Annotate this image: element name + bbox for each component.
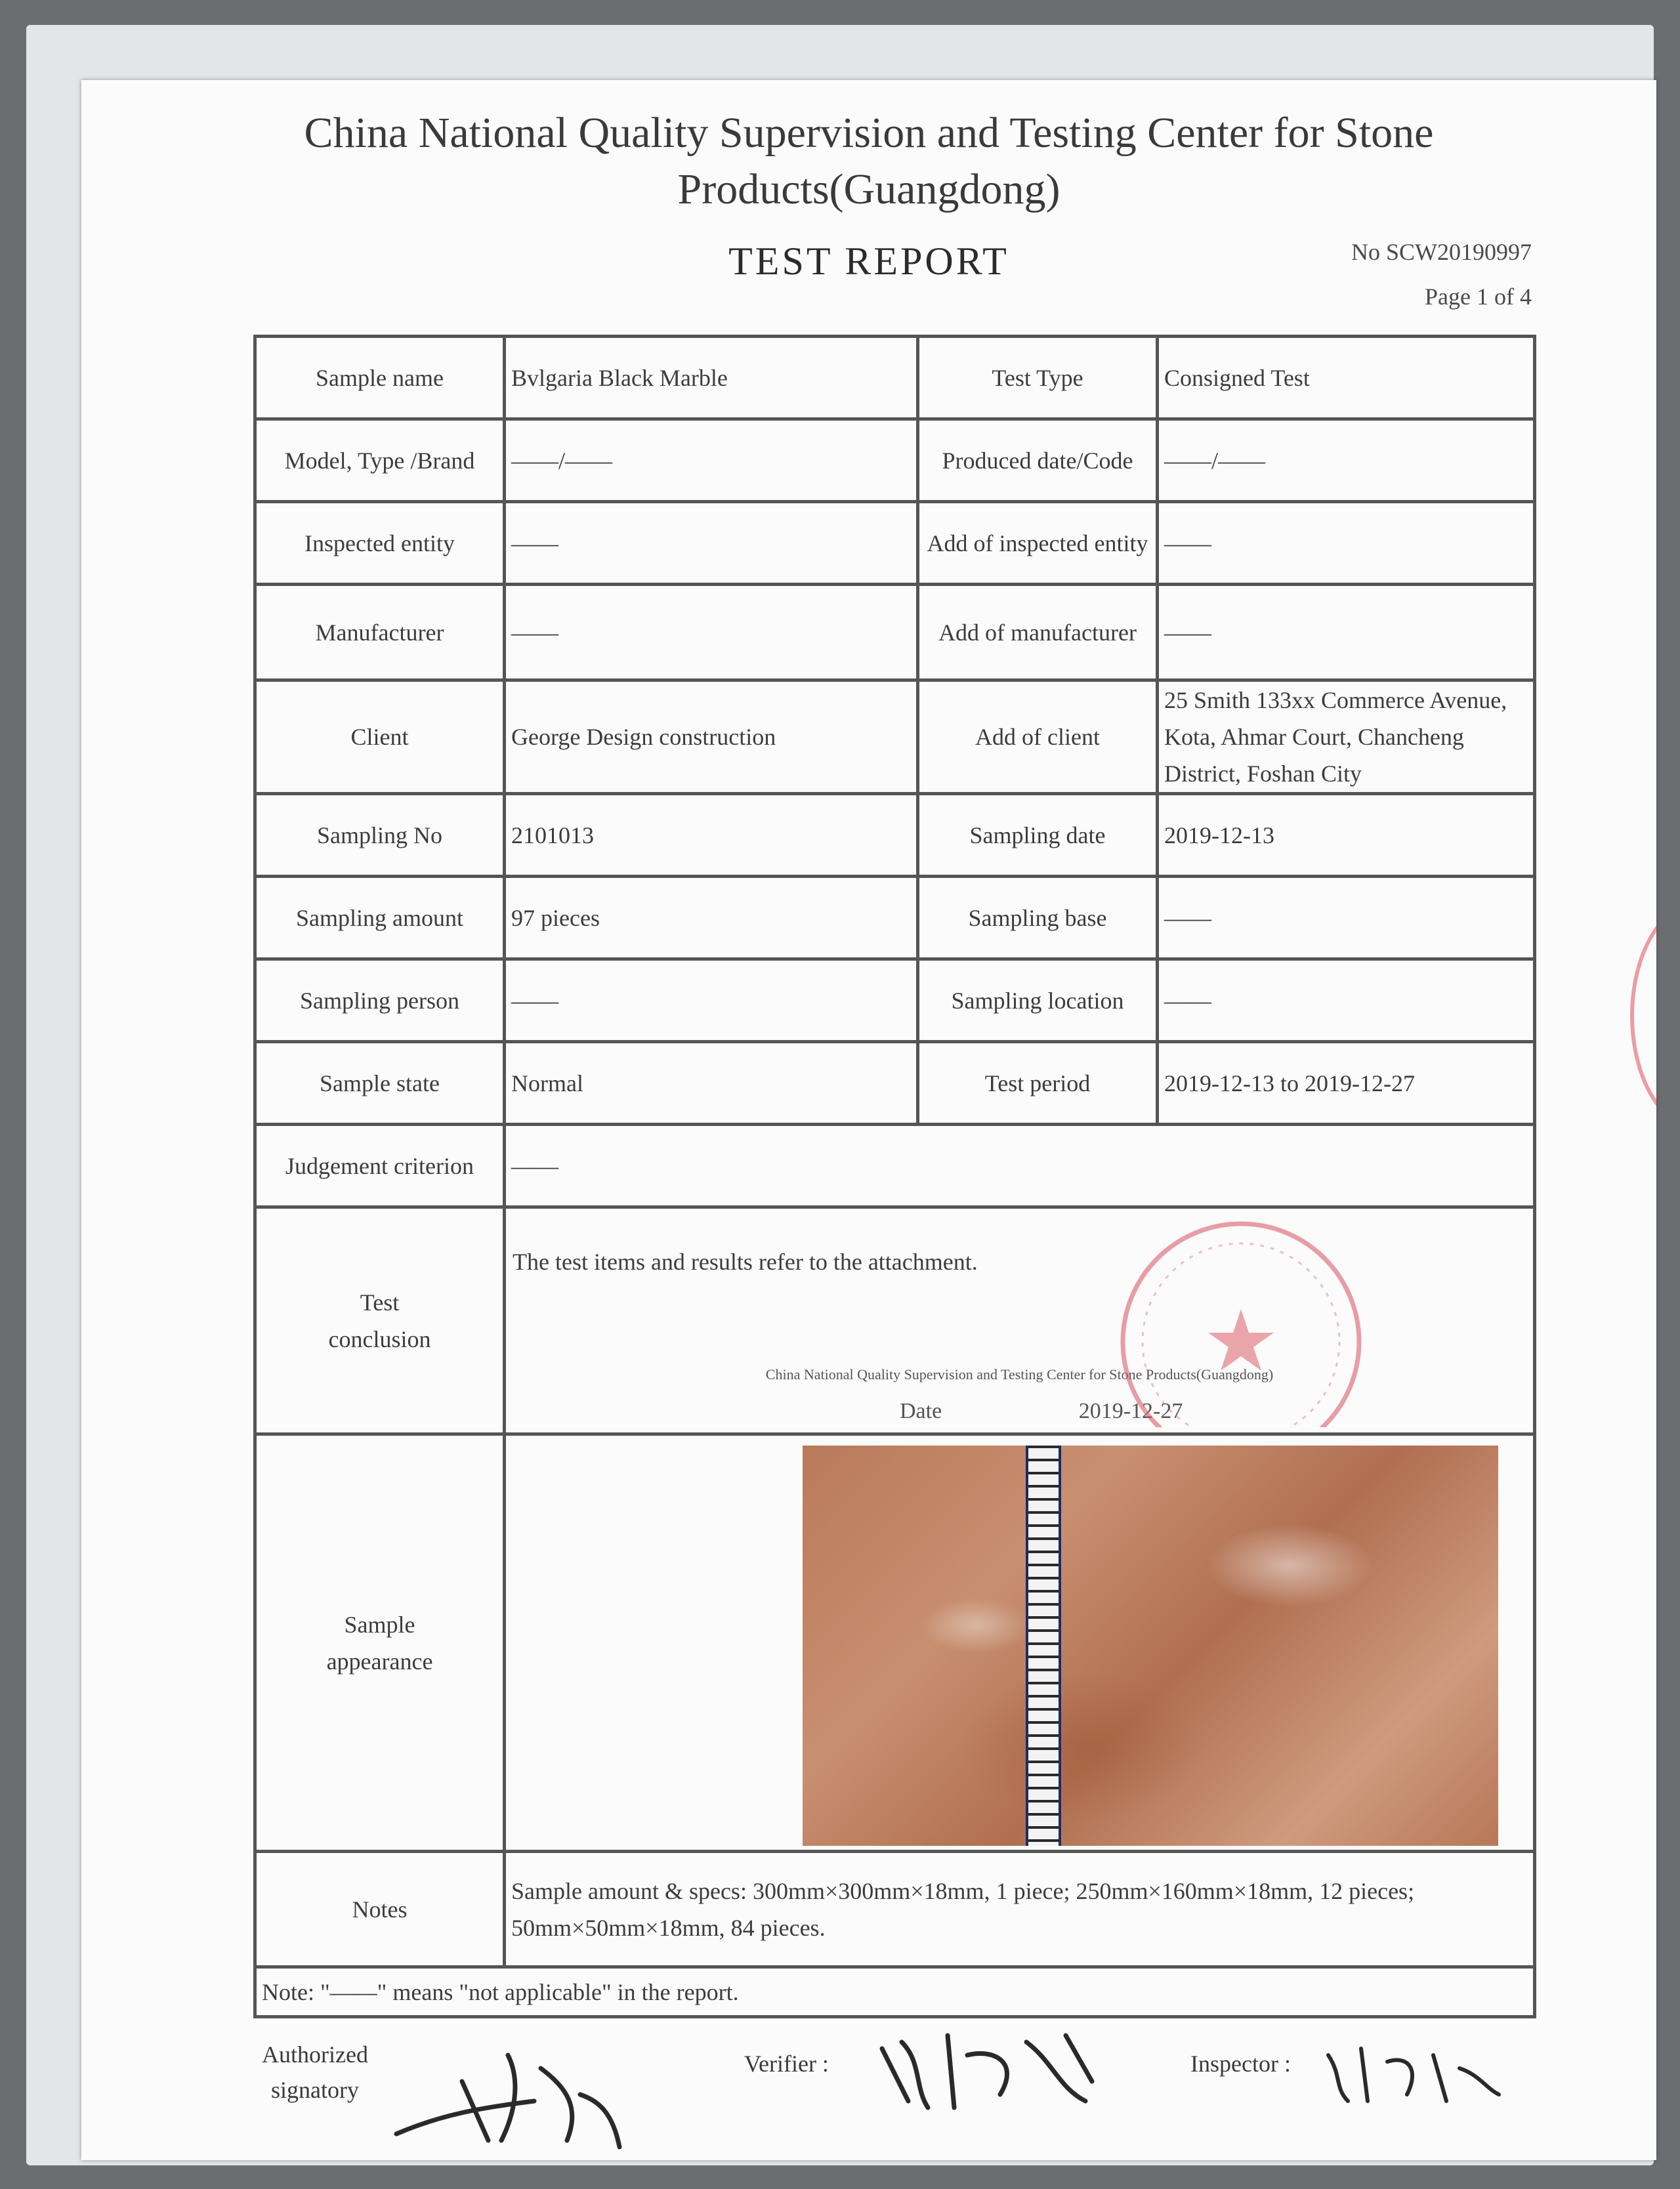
date-value: 2019-12-27	[1078, 1398, 1183, 1423]
date-label: Date	[900, 1398, 942, 1423]
conclusion-row	[255, 1207, 1535, 1434]
report-number-block	[1351, 230, 1532, 319]
test-report-page	[81, 80, 1656, 2160]
field-label: Sampling amount	[255, 877, 505, 959]
field-label: Client	[255, 680, 505, 794]
inspector-signature-icon	[1315, 2035, 1512, 2108]
field-value: ——	[1158, 959, 1535, 1042]
field-value: ——	[1158, 877, 1535, 959]
table-row	[255, 1042, 1535, 1125]
field-value: ——/——	[505, 419, 918, 502]
table-row	[255, 680, 1535, 794]
verifier-signature-icon	[869, 2022, 1144, 2121]
field-value: George Design construction	[505, 680, 918, 794]
field-label: Sampling base	[918, 877, 1158, 959]
field-label: Sampling person	[255, 959, 505, 1042]
table-row	[255, 794, 1535, 877]
table-row	[255, 419, 1535, 502]
field-label: Add of client	[918, 680, 1158, 794]
field-label: Test conclusion	[255, 1207, 505, 1434]
field-value: ——	[505, 502, 918, 585]
notes-row	[255, 1852, 1535, 1967]
field-value: 2101013	[505, 794, 918, 877]
document-frame	[26, 25, 1654, 2165]
table-row	[255, 502, 1535, 585]
inspector-label: Inspector :	[1190, 2051, 1291, 2077]
field-label: Test Type	[918, 337, 1158, 419]
footnote-row	[255, 1967, 1535, 2017]
verifier-label: Verifier :	[744, 2051, 829, 2077]
field-value: 25 Smith 133xx Commerce Avenue, Kota, Ahmar Court, Chancheng District, Foshan City	[1158, 680, 1535, 794]
field-label: Model, Type /Brand	[255, 419, 505, 502]
field-label: Judgement criterion	[255, 1125, 505, 1207]
field-value: Consigned Test	[1158, 337, 1535, 419]
field-label: Manufacturer	[255, 585, 505, 680]
field-value: Bvlgaria Black Marble	[505, 337, 918, 419]
field-label: Sampling No	[255, 794, 505, 877]
field-label: Produced date/Code	[918, 419, 1158, 502]
field-value: ——	[1158, 502, 1535, 585]
field-label: Test period	[918, 1042, 1158, 1125]
field-value: 2019-12-13 to 2019-12-27	[1158, 1042, 1535, 1125]
measuring-ruler-icon	[1026, 1446, 1061, 1846]
field-value: ——	[505, 585, 918, 680]
appearance-cell	[505, 1434, 1535, 1852]
field-label: Sample name	[255, 337, 505, 419]
table-row	[255, 337, 1535, 419]
field-label: Sampling date	[918, 794, 1158, 877]
report-number: No SCW20190997	[1351, 239, 1532, 265]
official-seal-icon	[1097, 1217, 1385, 1427]
authorized-signatory-label: Authorized signatory	[262, 2041, 368, 2103]
conclusion-text: The test items and results refer to the attachment.	[513, 1248, 978, 1275]
edge-seal-icon	[1630, 900, 1656, 1131]
field-value: Normal	[505, 1042, 918, 1125]
field-value: 97 pieces	[505, 877, 918, 959]
table-row	[255, 877, 1535, 959]
page-indicator: Page 1 of 4	[1425, 283, 1532, 310]
field-value: ——/——	[1158, 419, 1535, 502]
field-label: Sampling location	[918, 959, 1158, 1042]
field-label: Notes	[255, 1852, 505, 1967]
field-label: Sample appearance	[255, 1434, 505, 1852]
issuer-title: China National Quality Supervision and Testing Center for Stone Products(Guangdong)	[304, 109, 1434, 213]
field-label: Add of manufacturer	[918, 585, 1158, 680]
report-table	[253, 335, 1536, 2018]
footnote-text: Note: "——" means "not applicable" in the report.	[255, 1967, 1535, 2017]
notes-text: Sample amount & specs: 300mm×300mm×18mm, 1 piece; 250mm×160mm×18mm, 12 pieces; 50mm×50mm×18mm, 84 pieces.	[505, 1852, 1535, 1967]
field-label: Add of inspected entity	[918, 502, 1158, 585]
marble-sample-photo	[803, 1446, 1498, 1846]
appearance-row	[255, 1434, 1535, 1852]
signature-area	[81, 2022, 1656, 2154]
report-title: TEST REPORT	[728, 240, 1009, 283]
issuer-line: China National Quality Supervision and Testing Center for Stone Products(Guangdong)	[765, 1366, 1274, 1383]
authorized-signature-icon	[383, 2029, 659, 2160]
field-value: ——	[505, 1125, 1535, 1207]
field-value: ——	[1158, 585, 1535, 680]
field-value: 2019-12-13	[1158, 794, 1535, 877]
field-label: Inspected entity	[255, 502, 505, 585]
conclusion-cell	[505, 1207, 1535, 1434]
table-row	[255, 585, 1535, 680]
field-label: Sample state	[255, 1042, 505, 1125]
table-row	[255, 959, 1535, 1042]
table-row	[255, 1125, 1535, 1207]
field-value: ——	[505, 959, 918, 1042]
